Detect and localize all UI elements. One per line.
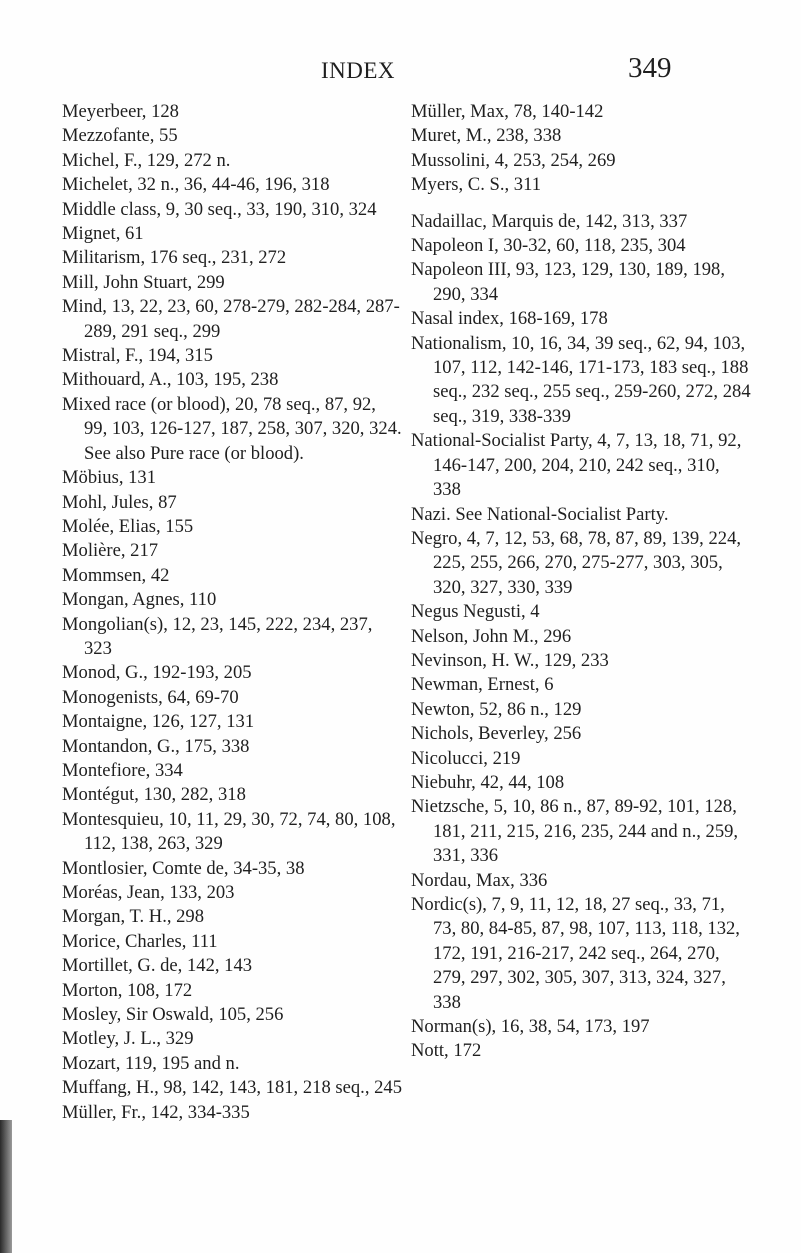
- index-entry: National-Socialist Party, 4, 7, 13, 18, 71, 92, 146-147, 200, 204, 210, 242 seq., 310, 338: [411, 430, 742, 501]
- index-entry: Negus Negusti, 4: [411, 601, 540, 623]
- index-entry: Müller, Fr., 142, 334-335: [62, 1101, 250, 1123]
- index-entry: Nichols, Beverley, 256: [411, 723, 582, 745]
- index-entry: Middle class, 9, 30 seq., 33, 190, 310, 324: [62, 198, 377, 220]
- index-entry: Nordau, Max, 336: [411, 869, 548, 891]
- index-entry: Nelson, John M., 296: [411, 625, 572, 647]
- index-entry: Monod, G., 192-193, 205: [62, 662, 252, 684]
- index-entry: Mind, 13, 22, 23, 60, 278-279, 282-284, 287-289, 291 seq., 299: [62, 296, 400, 342]
- index-entry: Norman(s), 16, 38, 54, 173, 197: [411, 1016, 650, 1038]
- index-entry: Napoleon I, 30-32, 60, 118, 235, 304: [411, 235, 686, 257]
- index-entry: Nazi. See National-Socialist Party.: [411, 503, 669, 525]
- index-entry: Mommsen, 42: [62, 564, 170, 586]
- index-entry: Nicolucci, 219: [411, 747, 521, 769]
- index-entry: Mezzofante, 55: [62, 125, 178, 147]
- index-entry: Nevinson, H. W., 129, 233: [411, 649, 609, 671]
- running-head: INDEX: [321, 58, 396, 83]
- index-entry: Mithouard, A., 103, 195, 238: [62, 369, 279, 391]
- index-entry: Mongan, Agnes, 110: [62, 589, 217, 611]
- page-header: [0, 52, 801, 92]
- index-entry: Moréas, Jean, 133, 203: [62, 882, 235, 903]
- index-entry: Mistral, F., 194, 315: [62, 345, 213, 367]
- index-entry: Müller, Max, 78, 140-142: [411, 101, 604, 122]
- index-entry: Muffang, H., 98, 142, 143, 181, 218 seq., 245: [62, 1077, 403, 1099]
- index-entry: Mixed race (or blood), 20, 78 seq., 87, 92, 99, 103, 126-127, 187, 258, 307, 320, 324. See also Pure race (or blood).: [62, 393, 402, 464]
- index-entry: Nietzsche, 5, 10, 86 n., 87, 89-92, 101, 128, 181, 211, 215, 216, 235, 244 and n., 259, 331, 336: [411, 796, 739, 867]
- index-entry: Nott, 172: [411, 1040, 482, 1062]
- index-entry: Michelet, 32 n., 36, 44-46, 196, 318: [62, 174, 330, 196]
- index-entry: Montesquieu, 10, 11, 29, 30, 72, 74, 80, 108, 112, 138, 263, 329: [62, 808, 396, 855]
- index-entry: Molée, Elias, 155: [62, 515, 194, 537]
- index-entry: Monogenists, 64, 69-70: [62, 686, 239, 708]
- index-entry: Mosley, Sir Oswald, 105, 256: [62, 1004, 284, 1026]
- index-entry: Mohl, Jules, 87: [62, 491, 177, 513]
- page-number: 349: [628, 52, 672, 84]
- index-entry: Myers, C. S., 311: [411, 174, 541, 196]
- index-entry: Mortillet, G. de, 142, 143: [62, 955, 253, 977]
- index-entry: Meyerbeer, 128: [62, 101, 179, 122]
- index-entry: Motley, J. L., 329: [62, 1028, 194, 1050]
- index-column-left: [62, 100, 402, 1125]
- index-entry: Morgan, T. H., 298: [62, 906, 205, 928]
- index-entry: Montégut, 130, 282, 318: [62, 784, 246, 806]
- index-entry: Molière, 217: [62, 540, 159, 562]
- index-entry: Newton, 52, 86 n., 129: [411, 698, 582, 720]
- index-entry: Montefiore, 334: [62, 759, 183, 781]
- index-entry: Morice, Charles, 111: [62, 930, 218, 952]
- index-entry: Newman, Ernest, 6: [411, 674, 554, 696]
- index-entry: Mill, John Stuart, 299: [62, 271, 225, 293]
- index-entry: Mussolini, 4, 253, 254, 269: [411, 149, 616, 171]
- index-entry: Muret, M., 238, 338: [411, 125, 562, 147]
- index-column-right: [411, 100, 751, 1064]
- index-entry: Mignet, 61: [62, 223, 144, 245]
- index-entry: Nadaillac, Marquis de, 142, 313, 337: [411, 210, 688, 232]
- index-entry: Michel, F., 129, 272 n.: [62, 149, 231, 171]
- index-entry: Nationalism, 10, 16, 34, 39 seq., 62, 94, 103, 107, 112, 142-146, 171-173, 183 seq., 188 seq., 232 seq., 255 seq., 259-260, 272, 284 seq., 319, 338-339: [411, 332, 751, 427]
- index-entry: Möbius, 131: [62, 467, 157, 489]
- index-entry: Morton, 108, 172: [62, 979, 193, 1001]
- binding-shadow: [0, 1120, 12, 1253]
- index-entry: Negro, 4, 7, 12, 53, 68, 78, 87, 89, 139, 224, 225, 255, 266, 270, 275-277, 303, 305, 320, 327, 330, 339: [411, 527, 742, 598]
- index-entry: Montlosier, Comte de, 34-35, 38: [62, 857, 305, 879]
- index-entry: Mongolian(s), 12, 23, 145, 222, 234, 237, 323: [62, 613, 373, 659]
- index-entry: Nordic(s), 7, 9, 11, 12, 18, 27 seq., 33, 71, 73, 80, 84-85, 87, 98, 107, 113, 118, 132, 172, 191, 216-217, 242 seq., 264, 270, 279, 297, 302, 305, 307, 313, 324, 327, 338: [411, 894, 740, 1013]
- index-entry: Montaigne, 126, 127, 131: [62, 711, 255, 733]
- index-entry: Niebuhr, 42, 44, 108: [411, 771, 565, 793]
- index-entry: Nasal index, 168-169, 178: [411, 308, 608, 330]
- index-entry: Militarism, 176 seq., 231, 272: [62, 247, 287, 269]
- index-entry: Mozart, 119, 195 and n.: [62, 1052, 240, 1074]
- index-entry: Napoleon III, 93, 123, 129, 130, 189, 198, 290, 334: [411, 259, 725, 305]
- index-entry: Montandon, G., 175, 338: [62, 735, 250, 757]
